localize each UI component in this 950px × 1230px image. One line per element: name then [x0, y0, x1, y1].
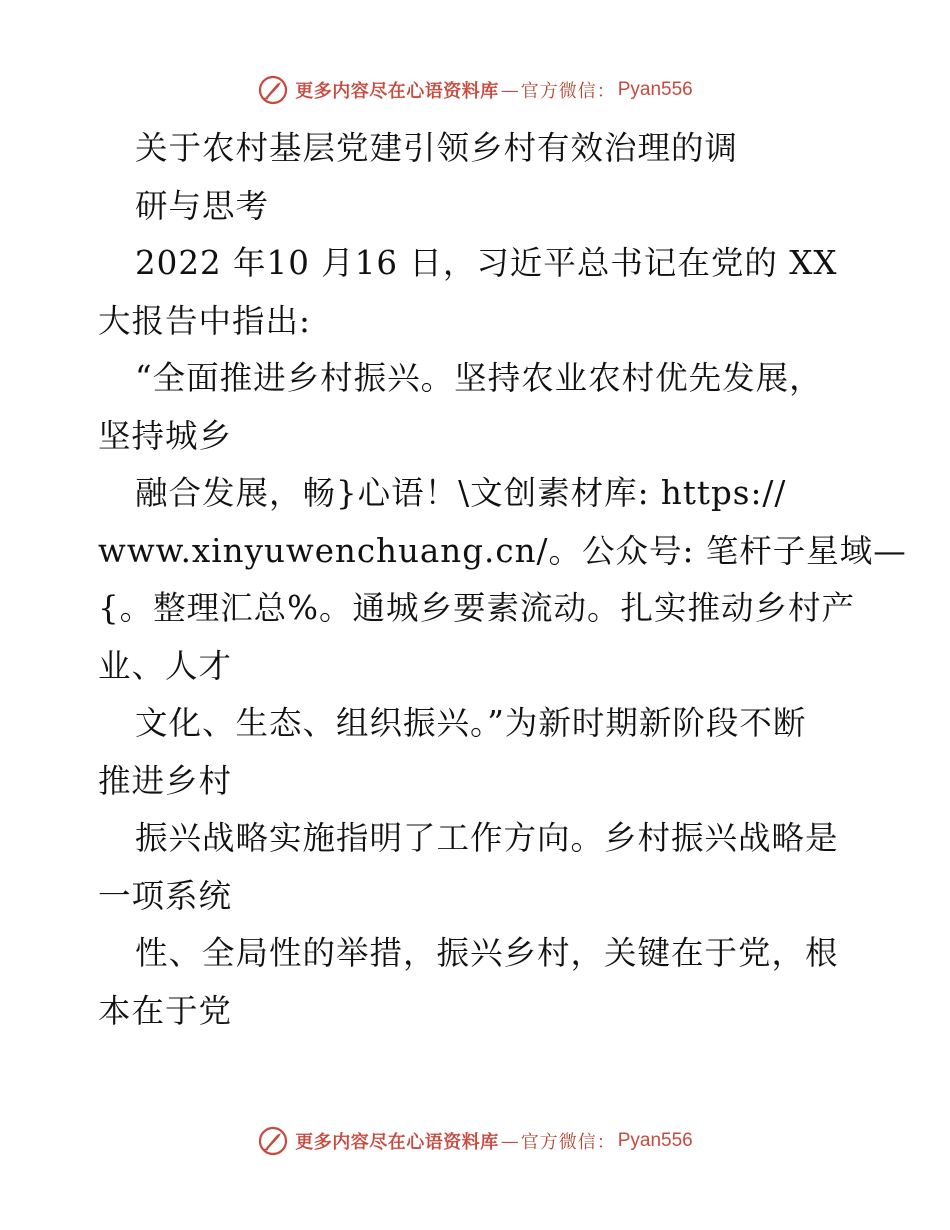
paragraph-line: 坚持城乡 [98, 416, 233, 455]
paragraph-line: 一项系统 [98, 876, 233, 915]
footer-watermark [0, 1121, 950, 1161]
paragraph-line: www.xinyuwenchuang.cn/。公众号: 笔杆子星域— [98, 531, 907, 570]
quill-pen-logo-icon [257, 1125, 289, 1157]
paragraph-line: 推进乡村 [98, 761, 233, 800]
watermark-wechat-id: Pyan556 [617, 1130, 693, 1151]
title-line-2: 研与思考 [135, 186, 270, 225]
document-body [98, 120, 907, 1040]
paragraph-line: 文化、生态、组织振兴。”为新时期新阶段不断 [135, 704, 807, 742]
paragraph-line: 大报告中指出: [98, 301, 311, 340]
watermark-text: 更多内容尽在心语资料库 [295, 81, 499, 102]
paragraph-line: 2022 年10 月16 日，习近平总书记在党的 XX [135, 244, 838, 282]
paragraph-line: “全面推进乡村振兴。坚持农业农村优先发展， [135, 359, 823, 397]
header-watermark [0, 70, 950, 110]
paragraph-line: 业、人才 [98, 646, 233, 685]
watermark-text: 更多内容尽在心语资料库 [295, 1132, 499, 1153]
paragraph-line: 性、全局性的举措，振兴乡村，关键在于党，根 [135, 934, 839, 972]
watermark-wechat-label: 官方微信： [520, 1132, 616, 1153]
watermark-wechat-label: 官方微信： [520, 81, 616, 102]
paragraph-line: {。整理汇总%。通城乡要素流动。扎实推动乡村产 [98, 589, 856, 627]
watermark-dash: — [500, 1130, 519, 1152]
watermark-wechat-id: Pyan556 [617, 79, 693, 100]
title-line-1: 关于农村基层党建引领乡村有效治理的调 [135, 129, 739, 167]
paragraph-line: 本在于党 [98, 991, 233, 1030]
watermark-dash: — [500, 79, 519, 101]
quill-pen-logo-icon [257, 74, 289, 106]
paragraph-line: 振兴战略实施指明了工作方向。乡村振兴战略是 [135, 819, 839, 857]
paragraph-line: 融合发展，畅}心语！\文创素材库: https:// [135, 474, 787, 512]
